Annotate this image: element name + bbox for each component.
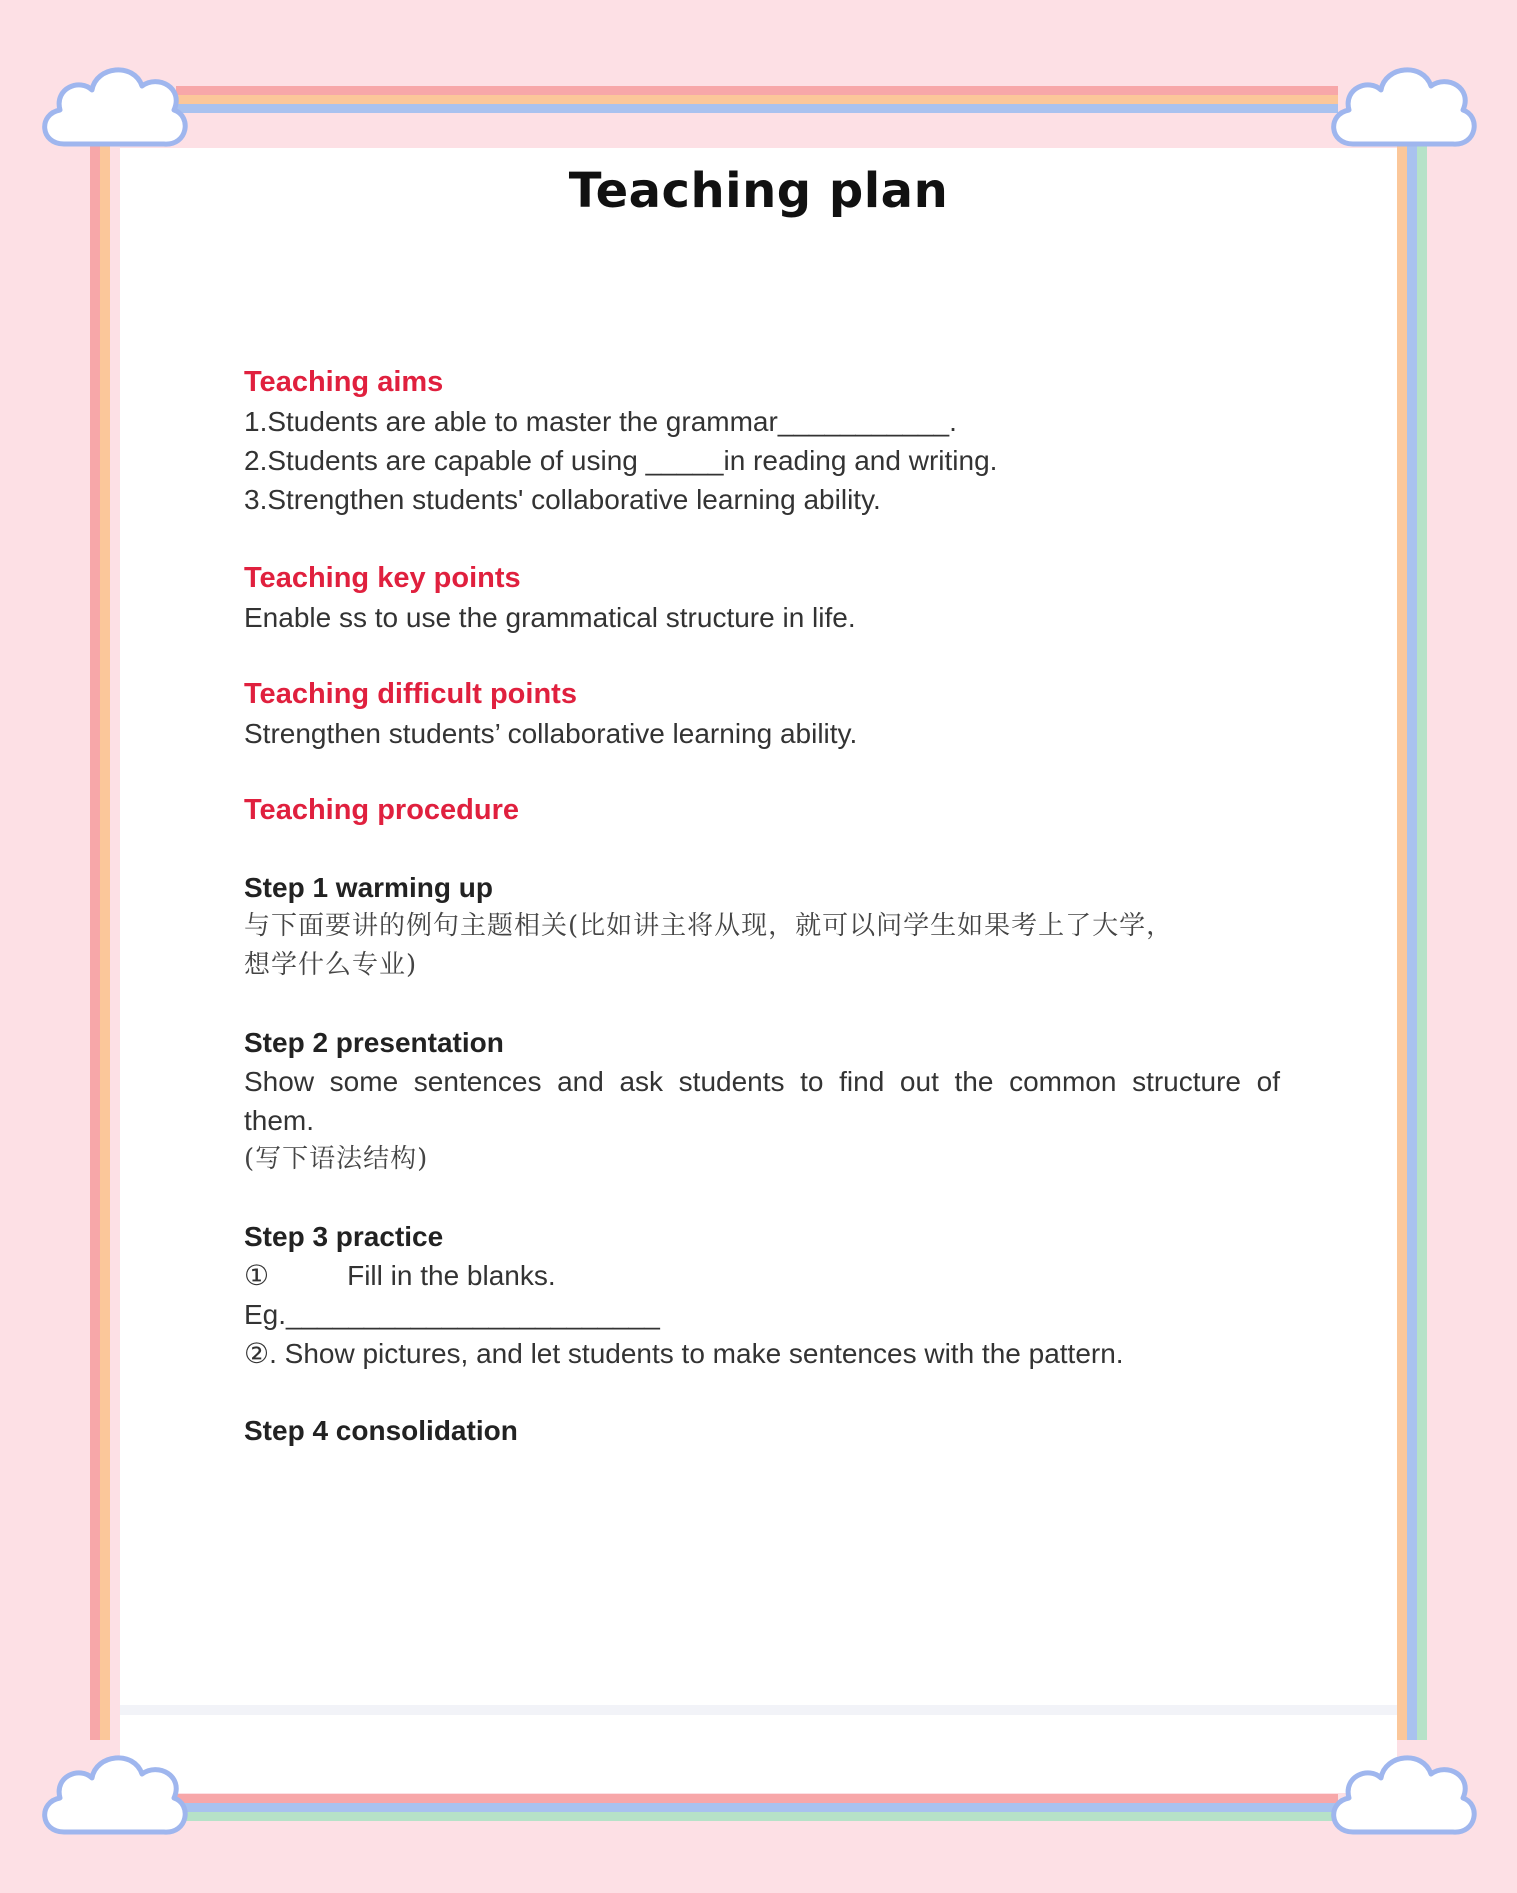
document-body [244,363,1280,1450]
section-heading-aims: Teaching aims [244,366,444,398]
frame-stripe-bottom-green [176,1812,1338,1821]
step-4-title: Step 4 consolidation [244,1415,518,1446]
key-points-text: Enable ss to use the grammatical structure in life. [244,602,856,633]
cloud-icon [1323,1740,1483,1850]
frame-stripe-left-orange [100,140,110,1740]
step-1-note: 与下面要讲的例句主题相关(比如讲主将从现，就可以问学生如果考上了大学， [244,911,1174,941]
step-3-item-1-text: Fill in the blanks. [347,1260,556,1291]
section-heading-difficult-points: Teaching difficult points [244,678,577,710]
step-1-title: Step 1 warming up [244,872,493,903]
cloud-icon [1323,52,1483,162]
step-3-item-1-marker: ① [244,1260,270,1291]
frame-stripe-top-orange [176,95,1338,104]
section-heading-procedure: Teaching procedure [244,794,520,826]
step-3-item-1 [244,1256,1280,1295]
frame-stripe-right-blue [1407,140,1417,1740]
step-1-note-cont: 想学什么专业) [244,950,418,980]
step-2-text-cont: them. [244,1105,315,1136]
frame-stripe-bottom-blue [176,1803,1338,1812]
page-title: Teaching plan [568,163,949,219]
step-3-item-2: ②. Show pictures, and let students to make sentences with the pattern. [244,1338,1124,1369]
frame-stripe-top-blue [176,104,1338,113]
aim-item: 1.Students are able to master the grammar___________. [244,406,957,437]
aim-item: 2.Students are capable of using _____in reading and writing. [244,445,998,476]
frame-stripe-left-pink [90,140,100,1740]
step-2-note: (写下语法结构) [244,1144,429,1174]
difficult-points-text: Strengthen students’ collaborative learning ability. [244,718,858,749]
frame-stripe-bottom-pink [176,1794,1338,1803]
cloud-icon [34,1740,194,1850]
aim-item: 3.Strengthen students' collaborative learning ability. [244,484,881,515]
step-2-text: Show some sentences and ask students to find out the common structure of [244,1066,1280,1097]
frame-stripe-top-pink [176,86,1338,95]
page-footer-band [120,1705,1397,1715]
step-3-title: Step 3 practice [244,1221,444,1252]
section-heading-key-points: Teaching key points [244,562,521,594]
step-2-title: Step 2 presentation [244,1027,504,1058]
frame-stripe-right-orange [1397,140,1407,1740]
cloud-icon [34,52,194,162]
frame-stripe-right-green [1417,140,1427,1740]
step-3-example: Eg.________________________ [244,1299,660,1330]
